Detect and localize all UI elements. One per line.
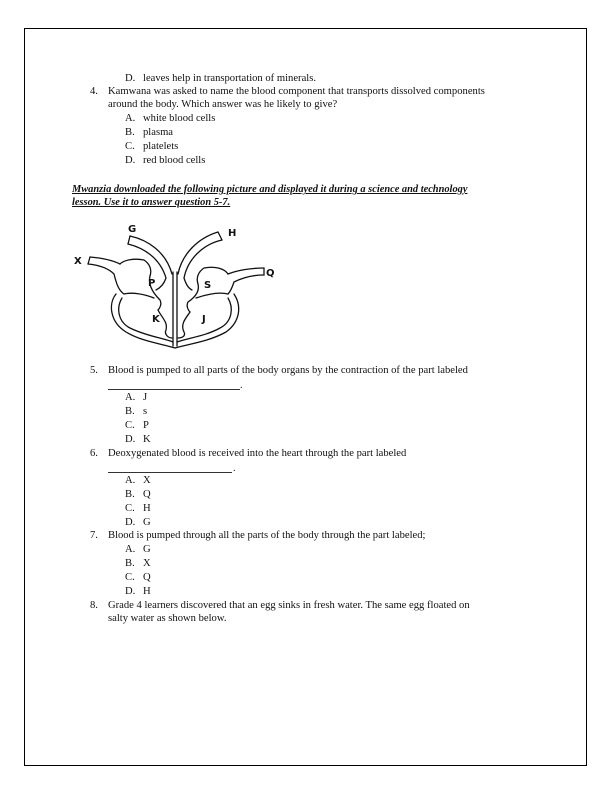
label-X: X: [74, 256, 82, 267]
option-text: s: [143, 406, 148, 417]
option-text: G: [143, 517, 151, 528]
option-text: platelets: [143, 141, 179, 152]
blank-period: .: [240, 380, 243, 391]
option-letter: C.: [125, 420, 135, 431]
question-text-line: salty water as shown below.: [108, 613, 227, 624]
option-text: plasma: [143, 127, 174, 138]
option-text: X: [143, 475, 151, 486]
page-border: [24, 28, 587, 766]
option-text: K: [143, 434, 151, 445]
option-text: H: [143, 503, 151, 514]
option-letter: A.: [125, 113, 136, 124]
question-number: 5.: [90, 365, 98, 376]
label-S: S: [204, 280, 212, 291]
heart-diagram: [68, 222, 290, 354]
question-number: 7.: [90, 530, 98, 541]
option-letter: B.: [125, 489, 135, 500]
question-text-line: around the body. Which answer was he likely to give?: [108, 99, 338, 110]
option-text: Q: [143, 489, 151, 500]
option-letter: B.: [125, 558, 135, 569]
option-text: H: [143, 586, 151, 597]
question-text-line: Blood is pumped to all parts of the body organs by the contraction of the part labeled: [108, 365, 468, 376]
option-letter: C.: [125, 503, 135, 514]
section-heading-line: Mwanzia downloaded the following picture and displayed it during a science and technology: [72, 184, 468, 195]
carryover-option-text: leaves help in transportation of minerals.: [143, 73, 316, 84]
option-letter: A.: [125, 392, 136, 403]
question-number: 6.: [90, 448, 98, 459]
option-text: P: [143, 420, 149, 431]
question-number: 8.: [90, 600, 98, 611]
option-letter: A.: [125, 475, 136, 486]
question-text-line: Grade 4 learners discovered that an egg sinks in fresh water. The same egg floated on: [108, 600, 470, 611]
option-letter: D.: [125, 517, 136, 528]
option-text: red blood cells: [143, 155, 206, 166]
section-heading-line: lesson. Use it to answer question 5-7.: [72, 197, 231, 208]
option-text: X: [143, 558, 151, 569]
answer-blank: [108, 389, 240, 390]
option-letter: A.: [125, 544, 136, 555]
question-number: 4.: [90, 86, 98, 97]
label-G: G: [128, 224, 137, 235]
option-letter: B.: [125, 127, 135, 138]
option-letter: C.: [125, 141, 135, 152]
question-text-line: Kamwana was asked to name the blood component that transports dissolved components: [108, 86, 485, 97]
label-K: K: [152, 314, 160, 325]
option-text: Q: [143, 572, 151, 583]
blank-period: .: [233, 463, 236, 474]
question-text-line: Blood is pumped through all the parts of the body through the part labeled;: [108, 530, 426, 541]
answer-blank: [108, 472, 232, 473]
option-letter: D.: [125, 434, 136, 445]
option-text: J: [143, 392, 148, 403]
option-text: white blood cells: [143, 113, 216, 124]
question-text-line: Deoxygenated blood is received into the heart through the part labeled: [108, 448, 407, 459]
option-letter: D.: [125, 586, 136, 597]
label-Q: Q: [266, 268, 275, 279]
option-letter: C.: [125, 572, 135, 583]
label-J: J: [202, 314, 206, 325]
label-H: H: [228, 228, 237, 239]
option-letter: D.: [125, 155, 136, 166]
label-P: P: [148, 278, 156, 289]
carryover-option-letter: D.: [125, 73, 136, 84]
option-letter: B.: [125, 406, 135, 417]
option-text: G: [143, 544, 151, 555]
